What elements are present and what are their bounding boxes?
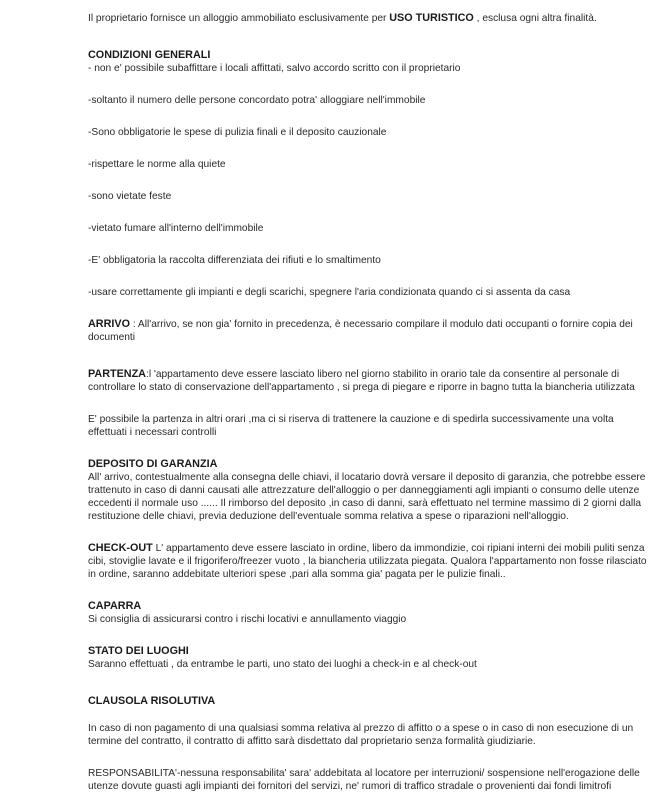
- deposito-heading: DEPOSITO DI GARANZIA: [88, 458, 218, 470]
- clausola-paragraph: In caso di non pagamento di una qualsiasi somma relativa al prezzo di affitto o a spese o in caso di non esecuzione di un termine del contratto, il contratto di affitto sarà disdettato dal proprietario senza formalità giudiziarie.: [88, 723, 634, 747]
- stato-paragraph: Saranno effettuati , da entrambe le parti, uno stato dei luoghi a check-in e al check-out: [88, 659, 477, 670]
- arrivo-label: ARRIVO: [88, 318, 130, 330]
- condizioni-item-4: -rispettare le norme alla quiete: [88, 159, 226, 170]
- arrivo-paragraph: [88, 318, 648, 344]
- condizioni-item-7: -E' obbligatoria la raccolta differenziata dei rifiuti e lo smaltimento: [88, 255, 381, 266]
- condizioni-item-1: - non e' possibile subaffittare i locali affittati, salvo accordo scritto con il proprietario: [88, 63, 461, 74]
- condizioni-heading: CONDIZIONI GENERALI: [88, 49, 211, 61]
- deposito-paragraph: All' arrivo, contestualmente alla consegna delle chiavi, il locatario dovrà versare il deposito di garanzia, che potrebbe essere trattenuto in caso di danni causati alle attrezzature dell'alloggio o per danneggiamenti agli impianti o consumo delle utenze eccedenti il normale uso ...... Il rimborso del deposito ,in caso di danni, sarà effettuato nel termine massimo di 2 giorni dalla restituzione delle chiavi, previa deduzione dell'eventuale somma relativa a spese o riparazioni nell'alloggio.: [88, 472, 646, 522]
- caparra-heading: CAPARRA: [88, 600, 142, 612]
- condizioni-item-8: -usare correttamente gli impianti e degli scarichi, spegnere l'aria condizionata quando ci si assenta da casa: [88, 287, 571, 298]
- condizioni-item-3: -Sono obbligatorie le spese di pulizia finali e il deposito cauzionale: [88, 127, 387, 138]
- responsabilita-paragraph: RESPONSABILITA'-nessuna responsabilita' sara' addebitata al locatore per interruzioni/ sospensione nell'erogazione delle utenze dovute guasti agli impianti dei fornitori del servizi, ne' rumori di traffico stradale o provenienti dai fondi limitrofi: [88, 768, 640, 792]
- clausola-heading: CLAUSOLA RISOLUTIVA: [88, 695, 216, 707]
- partenza-paragraph: [88, 368, 648, 394]
- intro-bold-term: USO TURISTICO: [389, 12, 474, 24]
- partenza-text: :l 'appartamento deve essere lasciato libero nel giorno stabilito in orario tale da consentire al personale di controllare lo stato di conservazione dell'appartamento , si prega di piegare e riporre in bagno tutta la biancheria utilizzata: [88, 369, 635, 393]
- condizioni-item-5: -sono vietate feste: [88, 191, 172, 202]
- intro-text-before: Il proprietario fornisce un alloggio ammobiliato esclusivamente per: [88, 13, 390, 24]
- checkout-label: CHECK-OUT: [88, 542, 153, 554]
- partenza-extra-paragraph: E' possibile la partenza in altri orari ,ma ci si riserva di trattenere la cauzione e di spedirla successivamente una volta effettuati i necessari controlli: [88, 414, 614, 438]
- intro-paragraph: [88, 12, 648, 25]
- checkout-paragraph: [88, 542, 648, 581]
- document-page: [88, 12, 648, 793]
- arrivo-text: : All'arrivo, se non gia' fornito in precedenza, è necessario compilare il modulo dati occupanti o fornire copia dei documenti: [88, 319, 633, 343]
- condizioni-item-6: -vietato fumare all'interno dell'immobile: [88, 223, 264, 234]
- condizioni-item-2: -soltanto il numero delle persone concordato potra' alloggiare nell'immobile: [88, 95, 426, 106]
- stato-heading: STATO DEI LUOGHI: [88, 645, 189, 657]
- checkout-text: L' appartamento deve essere lasciato in ordine, libero da immondizie, coi ripiani interni dei mobili puliti senza cibi, stoviglie lavate e il frigorifero/freezer vuoto , la biancheria utilizzata piegata. Qualora l'appartamento non fosse rilasciato in ordine, saranno addebitate ulteriori spese ,pari alla somma gia' pagata per le pulizie finali..: [88, 543, 647, 580]
- caparra-paragraph: Si consiglia di assicurarsi contro i rischi locativi e annullamento viaggio: [88, 614, 407, 625]
- partenza-label: PARTENZA: [88, 368, 146, 380]
- intro-text-after: , esclusa ogni altra finalità.: [473, 13, 597, 24]
